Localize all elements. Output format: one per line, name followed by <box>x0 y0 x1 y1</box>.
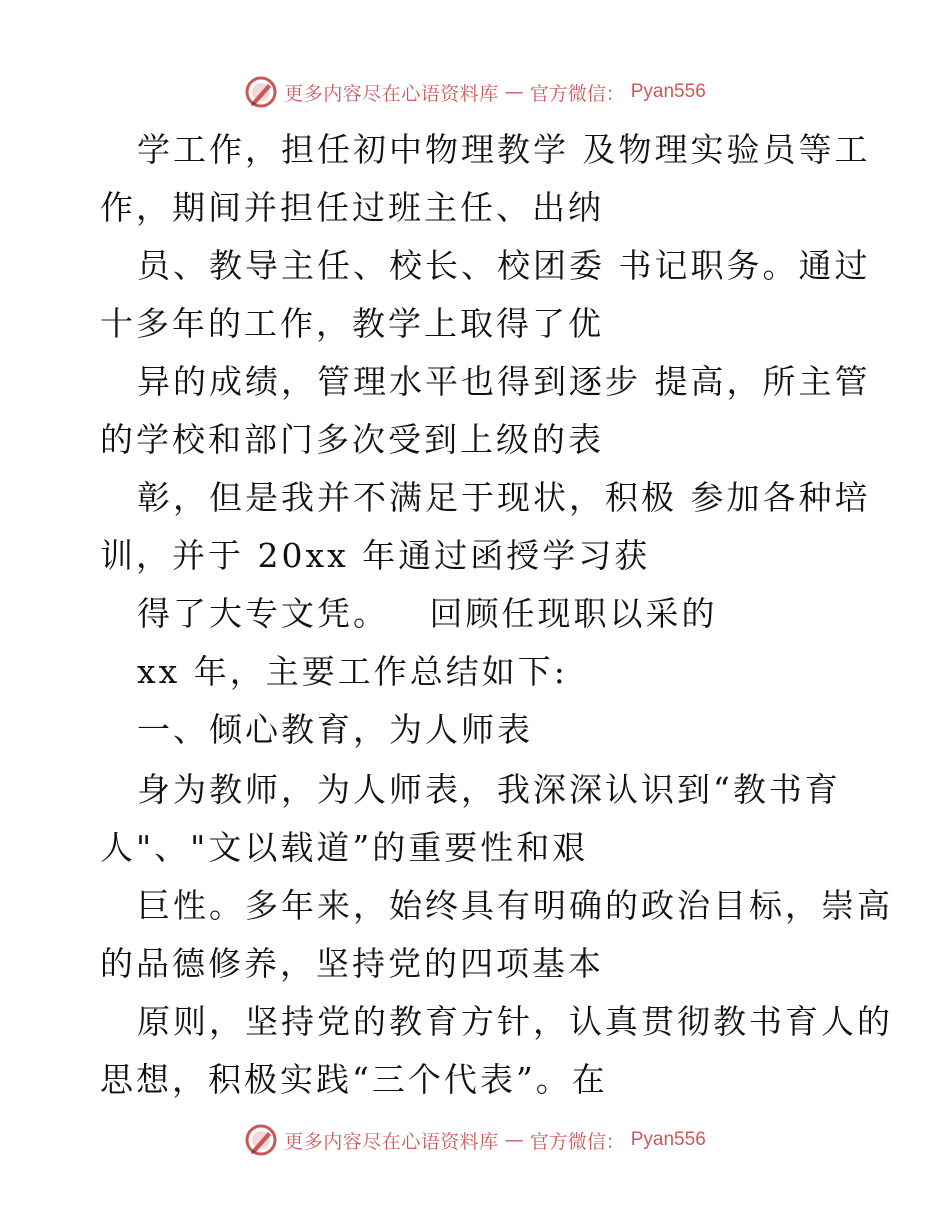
body-line: 思想，积极实践“三个代表”。在 <box>100 1060 608 1099</box>
body-line: 原则，坚持党的教育方针，认真贯彻教书育人的 <box>137 1002 893 1041</box>
body-line: 身为教师，为人师表，我深深认识到“教书育 <box>137 770 841 809</box>
circular-pen-logo-icon <box>244 1123 278 1157</box>
body-line: 作，期间并担任过班主任、出纳 <box>100 188 604 227</box>
body-line: 异的成绩，管理水平也得到逐步 提高，所主管 <box>137 362 871 401</box>
banner-wechat-label: 官方微信： <box>529 82 625 105</box>
banner-wechat-label: 官方微信： <box>529 1130 625 1153</box>
body-line: xx 年，主要工作总结如下: <box>137 652 568 691</box>
footer-banner <box>0 1120 950 1160</box>
banner-wechat-id: Pyan556 <box>630 1129 706 1150</box>
body-line: 十多年的工作，教学上取得了优 <box>100 304 604 343</box>
banner-site-name: 更多内容尽在心语资料库 <box>284 82 499 105</box>
body-line: 员、教导主任、校长、校团委 书记职务。通过 <box>137 246 871 285</box>
banner-wechat-id: Pyan556 <box>630 81 706 102</box>
body-line: 人"、"文以载道”的重要性和艰 <box>100 828 589 867</box>
body-line: 学工作，担任初中物理教学 及物理实验员等工 <box>137 130 871 169</box>
banner-separator: — <box>504 1129 524 1151</box>
section-heading: 一、倾心教育，为人师表 <box>137 710 533 749</box>
body-line: 训，并于 20xx 年通过函授学习获 <box>100 536 651 575</box>
header-banner <box>0 72 950 112</box>
body-line: 彰，但是我并不满足于现状，积极 参加各种培 <box>137 478 871 517</box>
body-line: 巨性。多年来，始终具有明确的政治目标，崇高 <box>137 886 893 925</box>
banner-separator: — <box>504 81 524 103</box>
body-line: 的品德修养，坚持党的四项基本 <box>100 944 604 983</box>
body-line: 的学校和部门多次受到上级的表 <box>100 420 604 459</box>
banner-site-name: 更多内容尽在心语资料库 <box>284 1130 499 1153</box>
circular-pen-logo-icon <box>244 75 278 109</box>
body-line: 得了大专文凭。 回顾任现职以采的 <box>137 594 718 633</box>
